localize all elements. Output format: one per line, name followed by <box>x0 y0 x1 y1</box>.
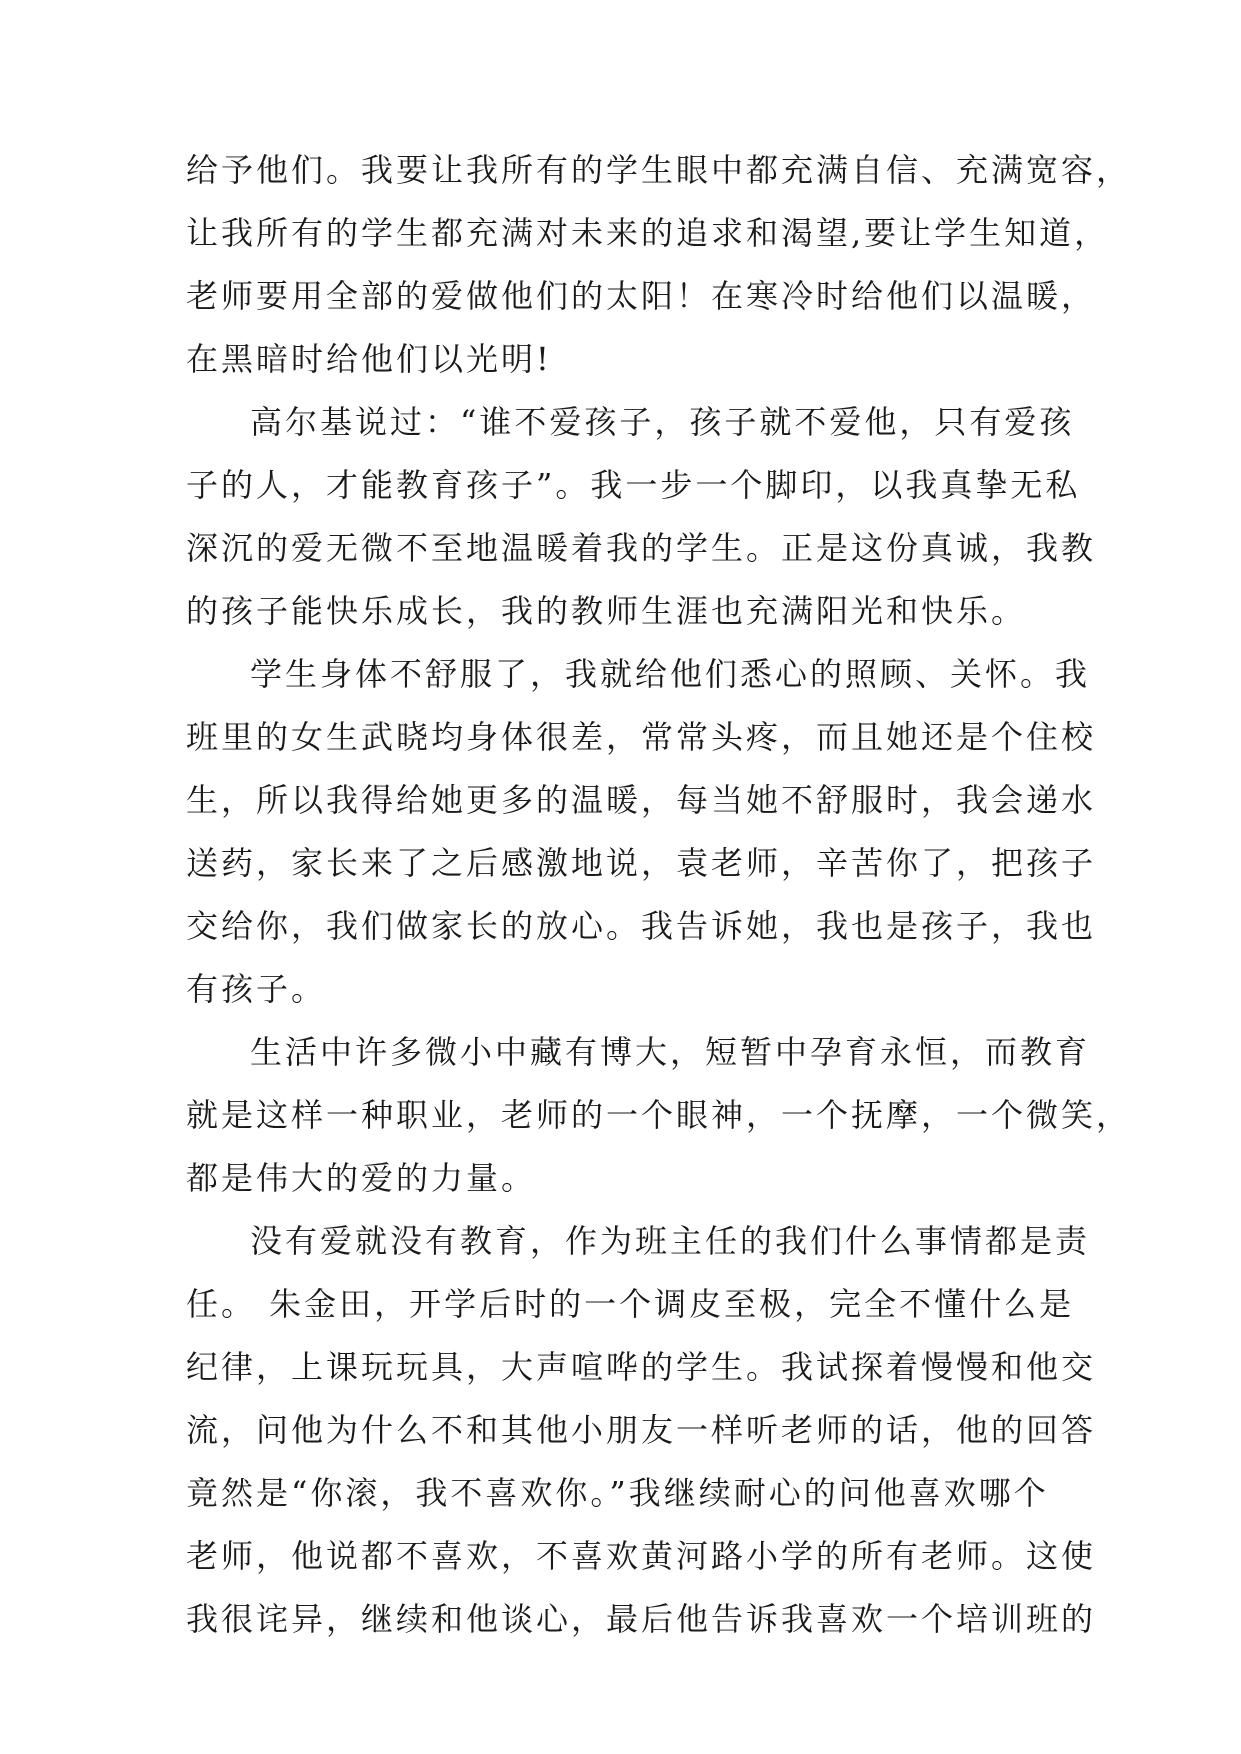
text-line: 生，所以我得给她更多的温暖，每当她不舒服时，我会递水 <box>186 781 1097 819</box>
paragraph-first-line: 没有爱就没有教育，作为班主任的我们什么事情都是责 <box>250 1222 1091 1260</box>
text-line: 送药，家长来了之后感激地说，袁老师，辛苦你了，把孩子 <box>186 844 1097 882</box>
text-line: 老师要用全部的爱做他们的太阳！在寒冷时给他们以温暖， <box>186 277 1097 315</box>
text-line: 就是这样一种职业，老师的一个眼神，一个抚摩，一个微笑， <box>186 1096 1132 1134</box>
text-line: 流，问他为什么不和其他小朋友一样听老师的话，他的回答 <box>186 1411 1097 1449</box>
text-line: 在黑暗时给他们以光明! <box>186 340 552 378</box>
text-line: 深沉的爱无微不至地温暖着我的学生。正是这份真诚，我教 <box>186 529 1097 567</box>
text-line: 的孩子能快乐成长，我的教师生涯也充满阳光和快乐。 <box>186 592 1027 630</box>
text-line: 给予他们。我要让我所有的学生眼中都充满自信、充满宽容， <box>186 151 1132 189</box>
paragraph-first-line: 生活中许多微小中藏有博大，短暂中孕育永恒，而教育 <box>250 1033 1091 1071</box>
text-line: 任。 朱金田，开学后时的一个调皮至极，完全不懂什么是 <box>186 1285 1075 1323</box>
text-line: 都是伟大的爱的力量。 <box>186 1159 537 1197</box>
text-line: 纪律，上课玩玩具，大声喧哗的学生。我试探着慢慢和他交 <box>186 1348 1097 1386</box>
text-line: 我很诧异，继续和他谈心，最后他告诉我喜欢一个培训班的 <box>186 1600 1097 1638</box>
text-line: 班里的女生武晓均身体很差，常常头疼，而且她还是个住校 <box>186 718 1097 756</box>
text-line: 老师，他说都不喜欢，不喜欢黄河路小学的所有老师。这使 <box>186 1537 1097 1575</box>
text-line: 子的人，才能教育孩子”。我一步一个脚印，以我真挚无私 <box>186 466 1081 504</box>
text-line: 让我所有的学生都充满对未来的追求和渴望,要让学生知道， <box>186 214 1110 252</box>
text-line: 竟然是“你滚，我不喜欢你。”我继续耐心的问他喜欢哪个 <box>186 1474 1049 1512</box>
paragraph-first-line: 高尔基说过：“谁不爱孩子，孩子就不爱他，只有爱孩 <box>250 403 1075 441</box>
paragraph-first-line: 学生身体不舒服了，我就给他们悉心的照顾、关怀。我 <box>250 655 1091 693</box>
text-line: 有孩子。 <box>186 970 327 1008</box>
text-line: 交给你，我们做家长的放心。我告诉她，我也是孩子，我也 <box>186 907 1097 945</box>
